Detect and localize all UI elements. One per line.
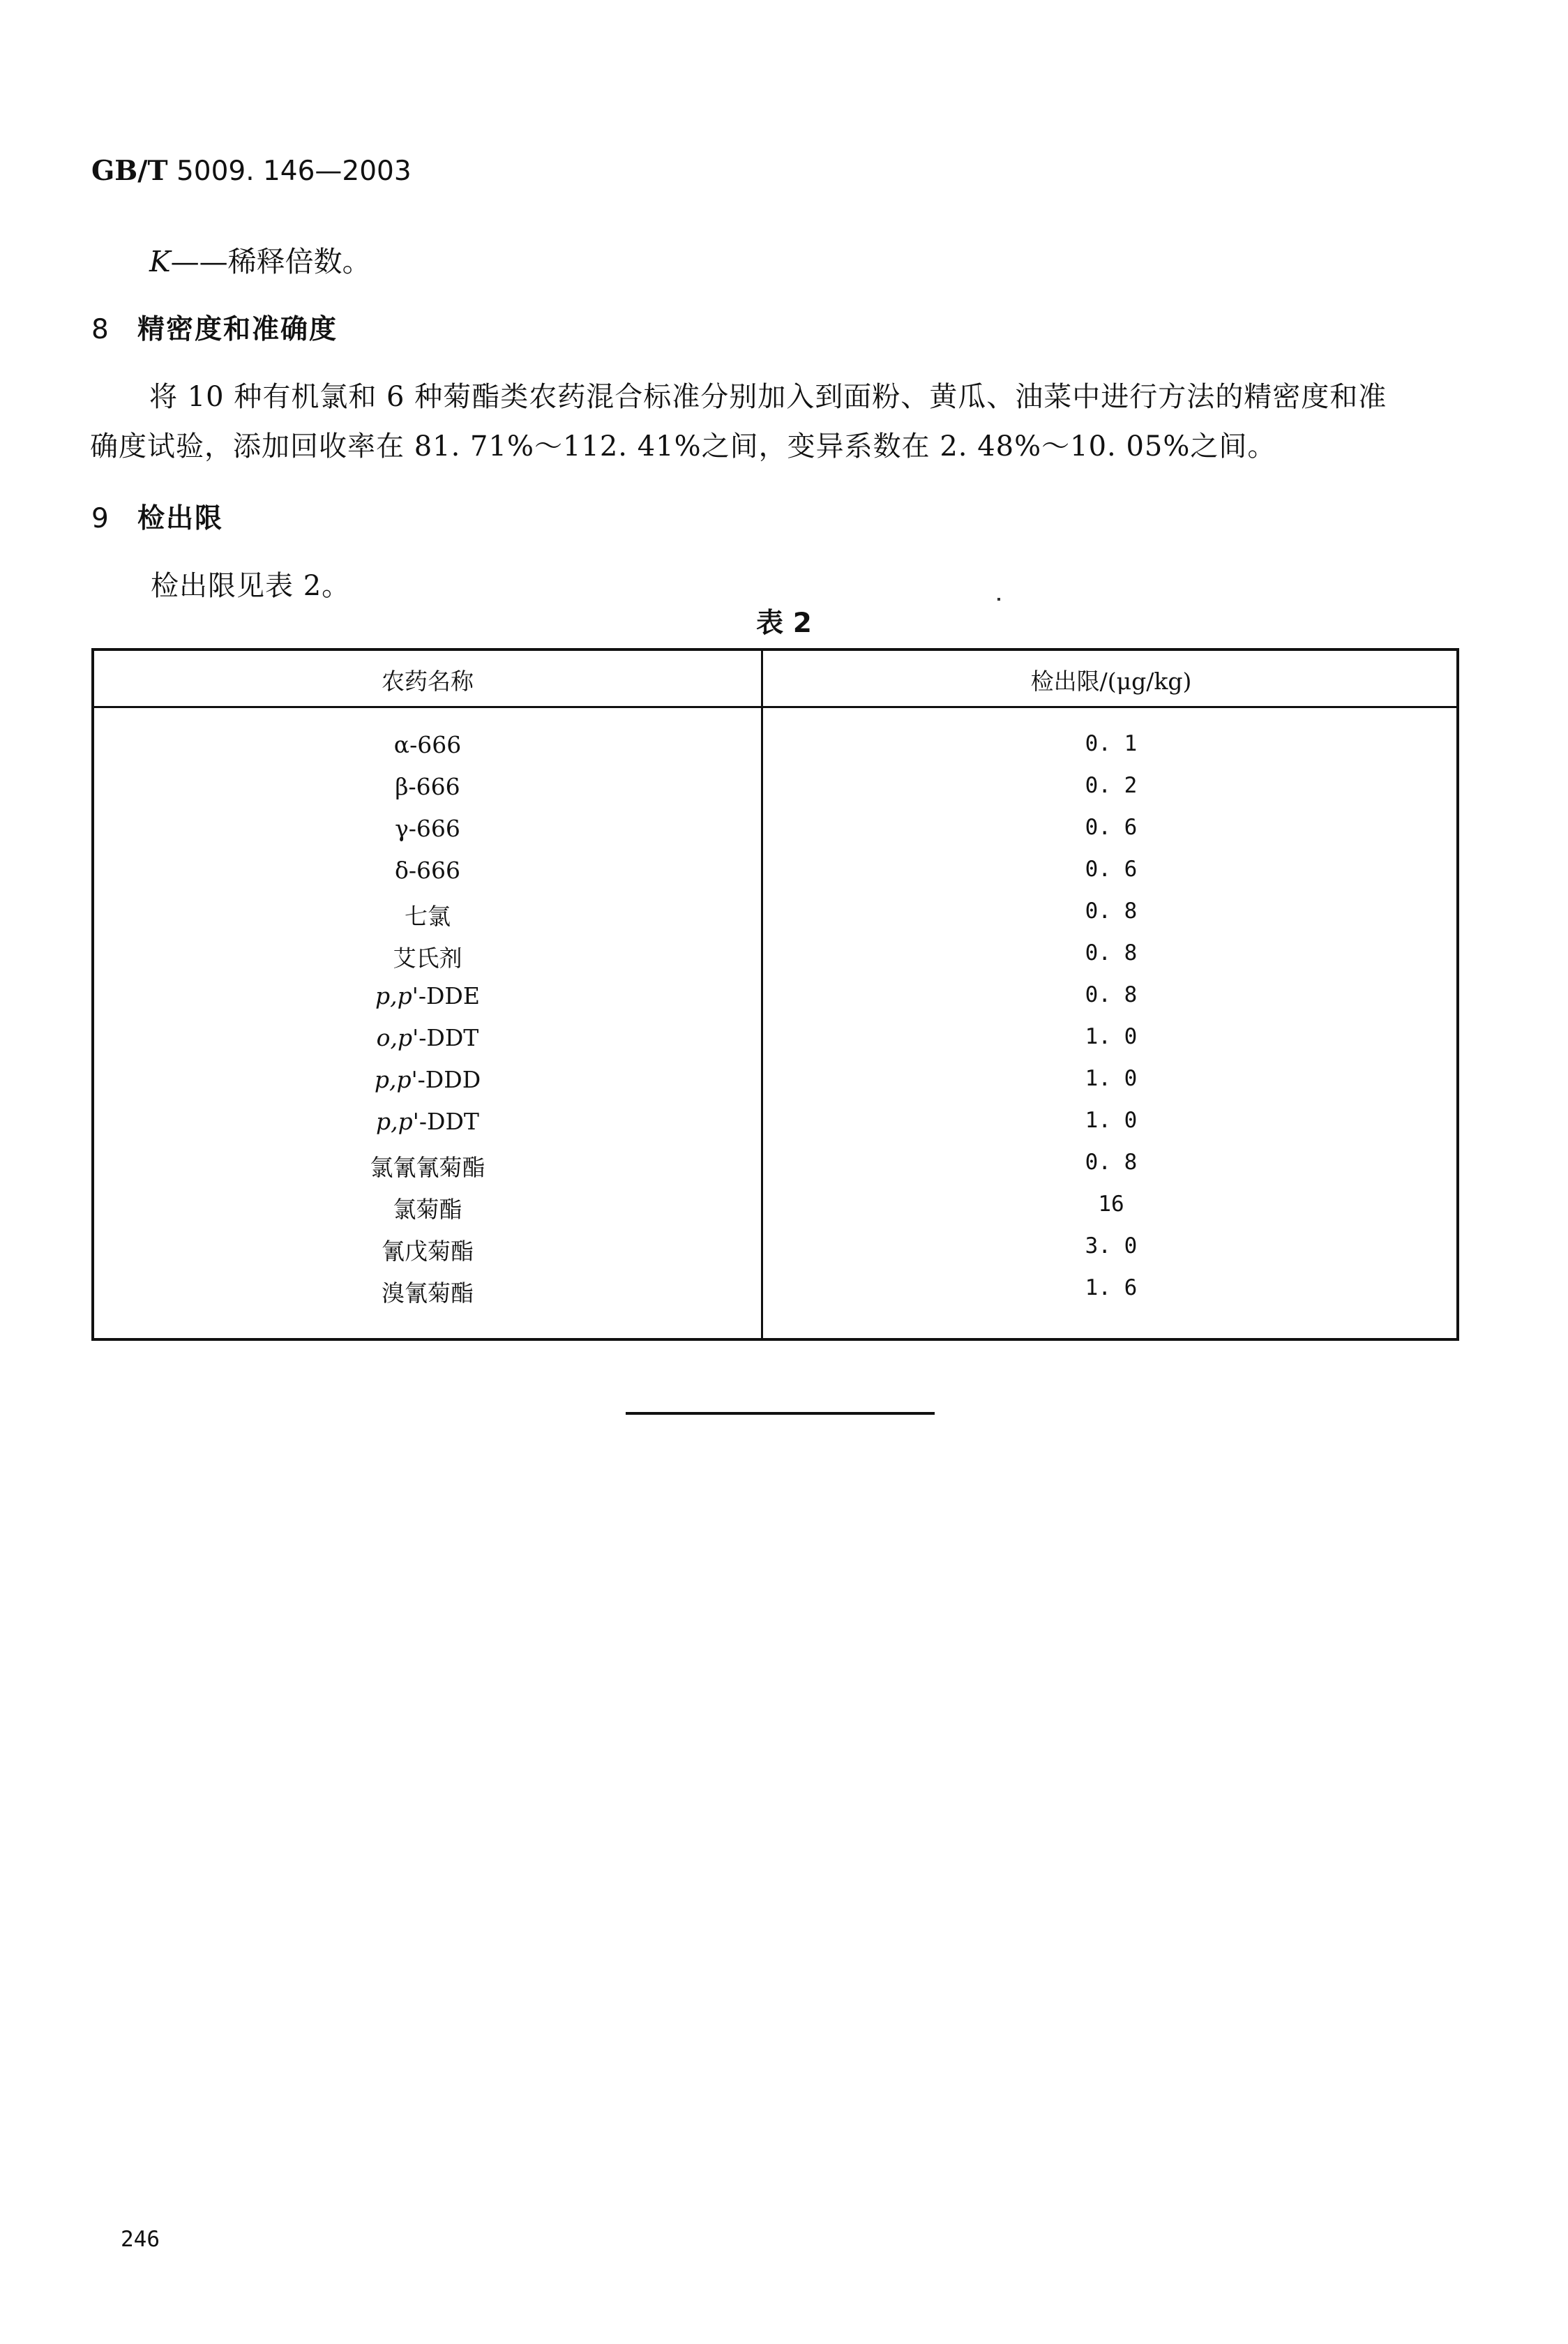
table-row: [94, 1233, 1456, 1275]
compound-suffix: -DDD: [417, 1066, 481, 1093]
detection-limit-value: 1. 0: [1085, 1066, 1138, 1091]
section-title: 检出限: [137, 503, 224, 534]
section-9-paragraph: 检出限见表 2。: [151, 570, 351, 602]
pesticide-name: γ-666: [395, 815, 460, 842]
table-row: [94, 1108, 1456, 1150]
isomer-prefix: o,p': [376, 1024, 419, 1051]
table-row: [94, 982, 1456, 1024]
table-row: [94, 1275, 1456, 1317]
section-9-heading: [91, 497, 223, 536]
pesticide-name: δ-666: [394, 857, 460, 884]
table-row: [94, 731, 1456, 773]
page-number: 246: [121, 2227, 160, 2252]
table-row: [94, 857, 1456, 899]
table-row: [94, 1024, 1456, 1066]
end-of-standard-rule: [626, 1412, 935, 1415]
pesticide-name: 氰戊菊酯: [382, 1238, 474, 1265]
detection-limit-value: 0. 2: [1085, 773, 1138, 798]
table-row: [94, 1192, 1456, 1233]
compound-suffix: -DDT: [419, 1108, 479, 1135]
pesticide-name: 七氯: [405, 903, 451, 930]
detection-limit-value: 0. 6: [1085, 815, 1138, 840]
detection-limit-value: 0. 8: [1085, 982, 1138, 1007]
pesticide-name: [94, 1024, 761, 1051]
detection-limit-table: [91, 648, 1459, 1341]
section-8-paragraph-line-2: 确度试验，添加回收率在 81. 71%～112. 41%之间，变异系数在 2. 48%～10. 05%之间。: [90, 430, 1276, 463]
isomer-prefix: p,p': [375, 982, 419, 1009]
detection-limit-value: 0. 8: [1085, 1150, 1138, 1175]
header-divider: [94, 706, 1456, 708]
section-8-paragraph-line-1: 将 10 种有机氯和 6 种菊酯类农药混合标准分别加入到面粉、黄瓜、油菜中进行方法的精密度和准: [149, 381, 1387, 413]
section-8-heading: [91, 308, 338, 347]
standard-number-header: [91, 155, 412, 187]
detection-limit-value: 1. 0: [1085, 1108, 1138, 1133]
pesticide-name: β-666: [395, 773, 460, 800]
section-number: 9: [91, 503, 109, 534]
detection-limit-value: 1. 6: [1085, 1275, 1138, 1300]
detection-limit-value: 0. 8: [1085, 940, 1138, 966]
table-row: [94, 773, 1456, 815]
isomer-prefix: p,p': [374, 1066, 418, 1093]
pesticide-name: 溴氰菊酯: [382, 1279, 474, 1307]
standard-prefix: GB/T: [91, 155, 168, 187]
table-row: [94, 815, 1456, 857]
variable-symbol: K: [149, 245, 171, 278]
pesticide-name: 艾氏剂: [393, 945, 462, 972]
table-row: [94, 1150, 1456, 1192]
detection-limit-value: 0. 1: [1085, 731, 1138, 756]
column-header-pesticide-name: 农药名称: [382, 668, 474, 695]
table-row: [94, 940, 1456, 982]
isomer-prefix: p,p': [376, 1108, 419, 1135]
section-title: 精密度和准确度: [137, 314, 338, 345]
pesticide-name: 氯菊酯: [393, 1196, 462, 1223]
section-number: 8: [91, 314, 109, 345]
compound-suffix: -DDE: [418, 982, 480, 1009]
detection-limit-value: 3. 0: [1085, 1233, 1138, 1259]
table-row: [94, 899, 1456, 940]
detection-limit-value: 1. 0: [1085, 1024, 1138, 1049]
table-caption: 表 2: [756, 608, 812, 639]
formula-variable-definition: [149, 239, 371, 280]
column-header-detection-limit: 检出限/(μg/kg): [1030, 668, 1192, 695]
detection-limit-value: 16: [1098, 1192, 1124, 1217]
standard-code: 5009. 146—2003: [167, 156, 412, 187]
pesticide-name: α-666: [393, 731, 462, 758]
variable-description: ——稀释倍数。: [170, 245, 371, 278]
table-row: [94, 1066, 1456, 1108]
pesticide-name: [94, 1108, 761, 1135]
scan-speck: [997, 598, 1000, 601]
table-body: [94, 731, 1456, 1317]
pesticide-name: [94, 1066, 761, 1093]
compound-suffix: -DDT: [419, 1024, 479, 1051]
pesticide-name: 氯氰氰菊酯: [370, 1154, 485, 1181]
detection-limit-value: 0. 6: [1085, 857, 1138, 882]
detection-limit-value: 0. 8: [1085, 899, 1138, 924]
pesticide-name: [94, 982, 761, 1009]
